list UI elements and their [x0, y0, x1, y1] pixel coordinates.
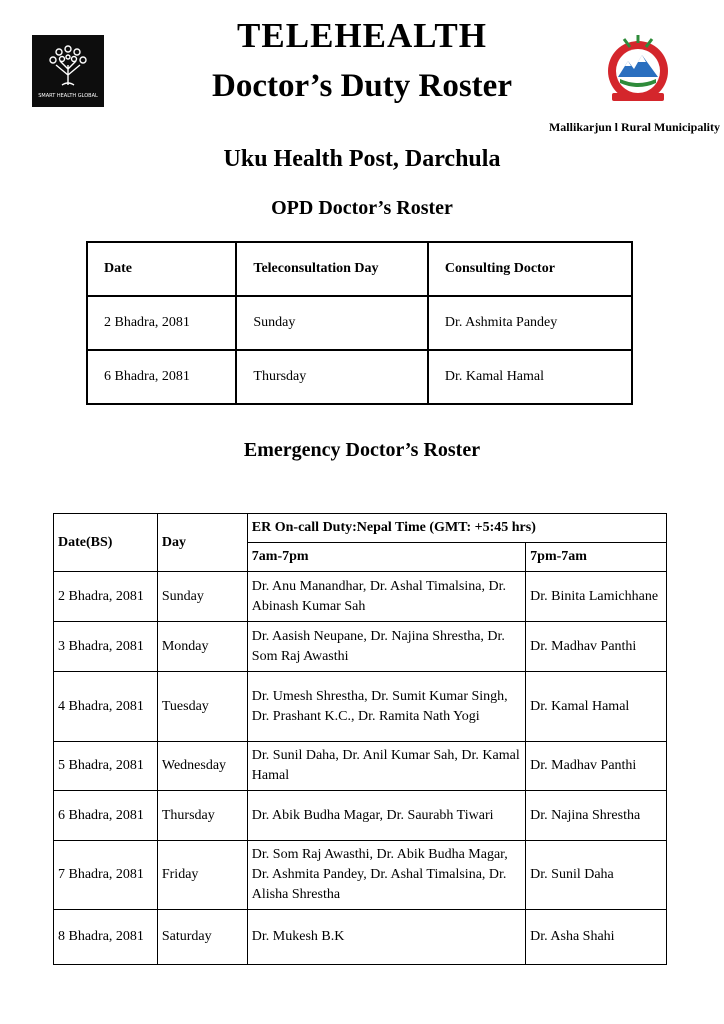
date-cell: 6 Bhadra, 2081: [87, 350, 236, 404]
night-shift-cell: Dr. Sunil Daha: [526, 841, 667, 910]
day-cell: Tuesday: [157, 672, 247, 742]
municipality-emblem: [602, 33, 674, 107]
table-row: [54, 791, 667, 841]
day-shift-cell: Dr. Aasish Neupane, Dr. Najina Shrestha, Dr. Som Raj Awasthi: [247, 622, 525, 672]
day-shift-cell: Dr. Umesh Shrestha, Dr. Sumit Kumar Singh, Dr. Prashant K.C., Dr. Ramita Nath Yogi: [247, 672, 525, 742]
municipality-name: Mallikarjun l Rural Municipality: [548, 120, 720, 134]
date-cell: 2 Bhadra, 2081: [87, 296, 236, 350]
date-cell: 6 Bhadra, 2081: [54, 791, 158, 841]
date-cell: 2 Bhadra, 2081: [54, 572, 158, 622]
emblem-icon: [602, 33, 674, 107]
er-roster-title: Emergency Doctor’s Roster: [243, 439, 481, 461]
day-cell: Monday: [157, 622, 247, 672]
date-cell: 5 Bhadra, 2081: [54, 742, 158, 791]
column-header-date: Date(BS): [54, 514, 158, 572]
doctor-cell: Dr. Ashmita Pandey: [428, 296, 632, 350]
opd-roster-table: [86, 241, 633, 405]
column-header-day-shift: 7am-7pm: [247, 543, 525, 572]
day-cell: Friday: [157, 841, 247, 910]
logo-caption: SMART HEALTH GLOBAL: [38, 93, 98, 99]
doctor-cell: Dr. Kamal Hamal: [428, 350, 632, 404]
table-row: [54, 841, 667, 910]
day-cell: Thursday: [236, 350, 427, 404]
table-row: [54, 672, 667, 742]
day-shift-cell: Dr. Sunil Daha, Dr. Anil Kumar Sah, Dr. Kamal Hamal: [247, 742, 525, 791]
column-header-day: Day: [157, 514, 247, 572]
column-header: Teleconsultation Day: [236, 242, 427, 296]
day-shift-cell: Dr. Som Raj Awasthi, Dr. Abik Budha Magar, Dr. Ashmita Pandey, Dr. Ashal Timalsina, Dr. Alisha Shrestha: [247, 841, 525, 910]
column-header: Date: [87, 242, 236, 296]
table-row: [54, 910, 667, 965]
table-header-row: [54, 514, 667, 543]
er-roster-table: [53, 513, 667, 965]
night-shift-cell: Dr. Kamal Hamal: [526, 672, 667, 742]
table-row: [54, 742, 667, 791]
day-cell: Sunday: [157, 572, 247, 622]
opd-roster-title: OPD Doctor’s Roster: [271, 197, 453, 219]
day-shift-cell: Dr. Mukesh B.K: [247, 910, 525, 965]
table-row: [54, 622, 667, 672]
column-header-night-shift: 7pm-7am: [526, 543, 667, 572]
night-shift-cell: Dr. Asha Shahi: [526, 910, 667, 965]
page-title: TELEHEALTH: [237, 16, 487, 55]
night-shift-cell: Dr. Najina Shrestha: [526, 791, 667, 841]
column-header-duty: ER On-call Duty:Nepal Time (GMT: +5:45 hrs): [247, 514, 666, 543]
day-cell: Thursday: [157, 791, 247, 841]
column-header: Consulting Doctor: [428, 242, 632, 296]
night-shift-cell: Dr. Binita Lamichhane: [526, 572, 667, 622]
table-header-row: [87, 242, 632, 296]
date-cell: 4 Bhadra, 2081: [54, 672, 158, 742]
facility-name: Uku Health Post, Darchula: [223, 146, 501, 172]
page-subtitle: Doctor’s Duty Roster: [212, 68, 512, 104]
day-shift-cell: Dr. Abik Budha Magar, Dr. Saurabh Tiwari: [247, 791, 525, 841]
date-cell: 3 Bhadra, 2081: [54, 622, 158, 672]
table-row: [54, 572, 667, 622]
night-shift-cell: Dr. Madhav Panthi: [526, 622, 667, 672]
day-shift-cell: Dr. Anu Manandhar, Dr. Ashal Timalsina, Dr. Abinash Kumar Sah: [247, 572, 525, 622]
night-shift-cell: Dr. Madhav Panthi: [526, 742, 667, 791]
day-cell: Sunday: [236, 296, 427, 350]
day-cell: Wednesday: [157, 742, 247, 791]
day-cell: Saturday: [157, 910, 247, 965]
date-cell: 8 Bhadra, 2081: [54, 910, 158, 965]
date-cell: 7 Bhadra, 2081: [54, 841, 158, 910]
table-row: [87, 296, 632, 350]
table-row: [87, 350, 632, 404]
